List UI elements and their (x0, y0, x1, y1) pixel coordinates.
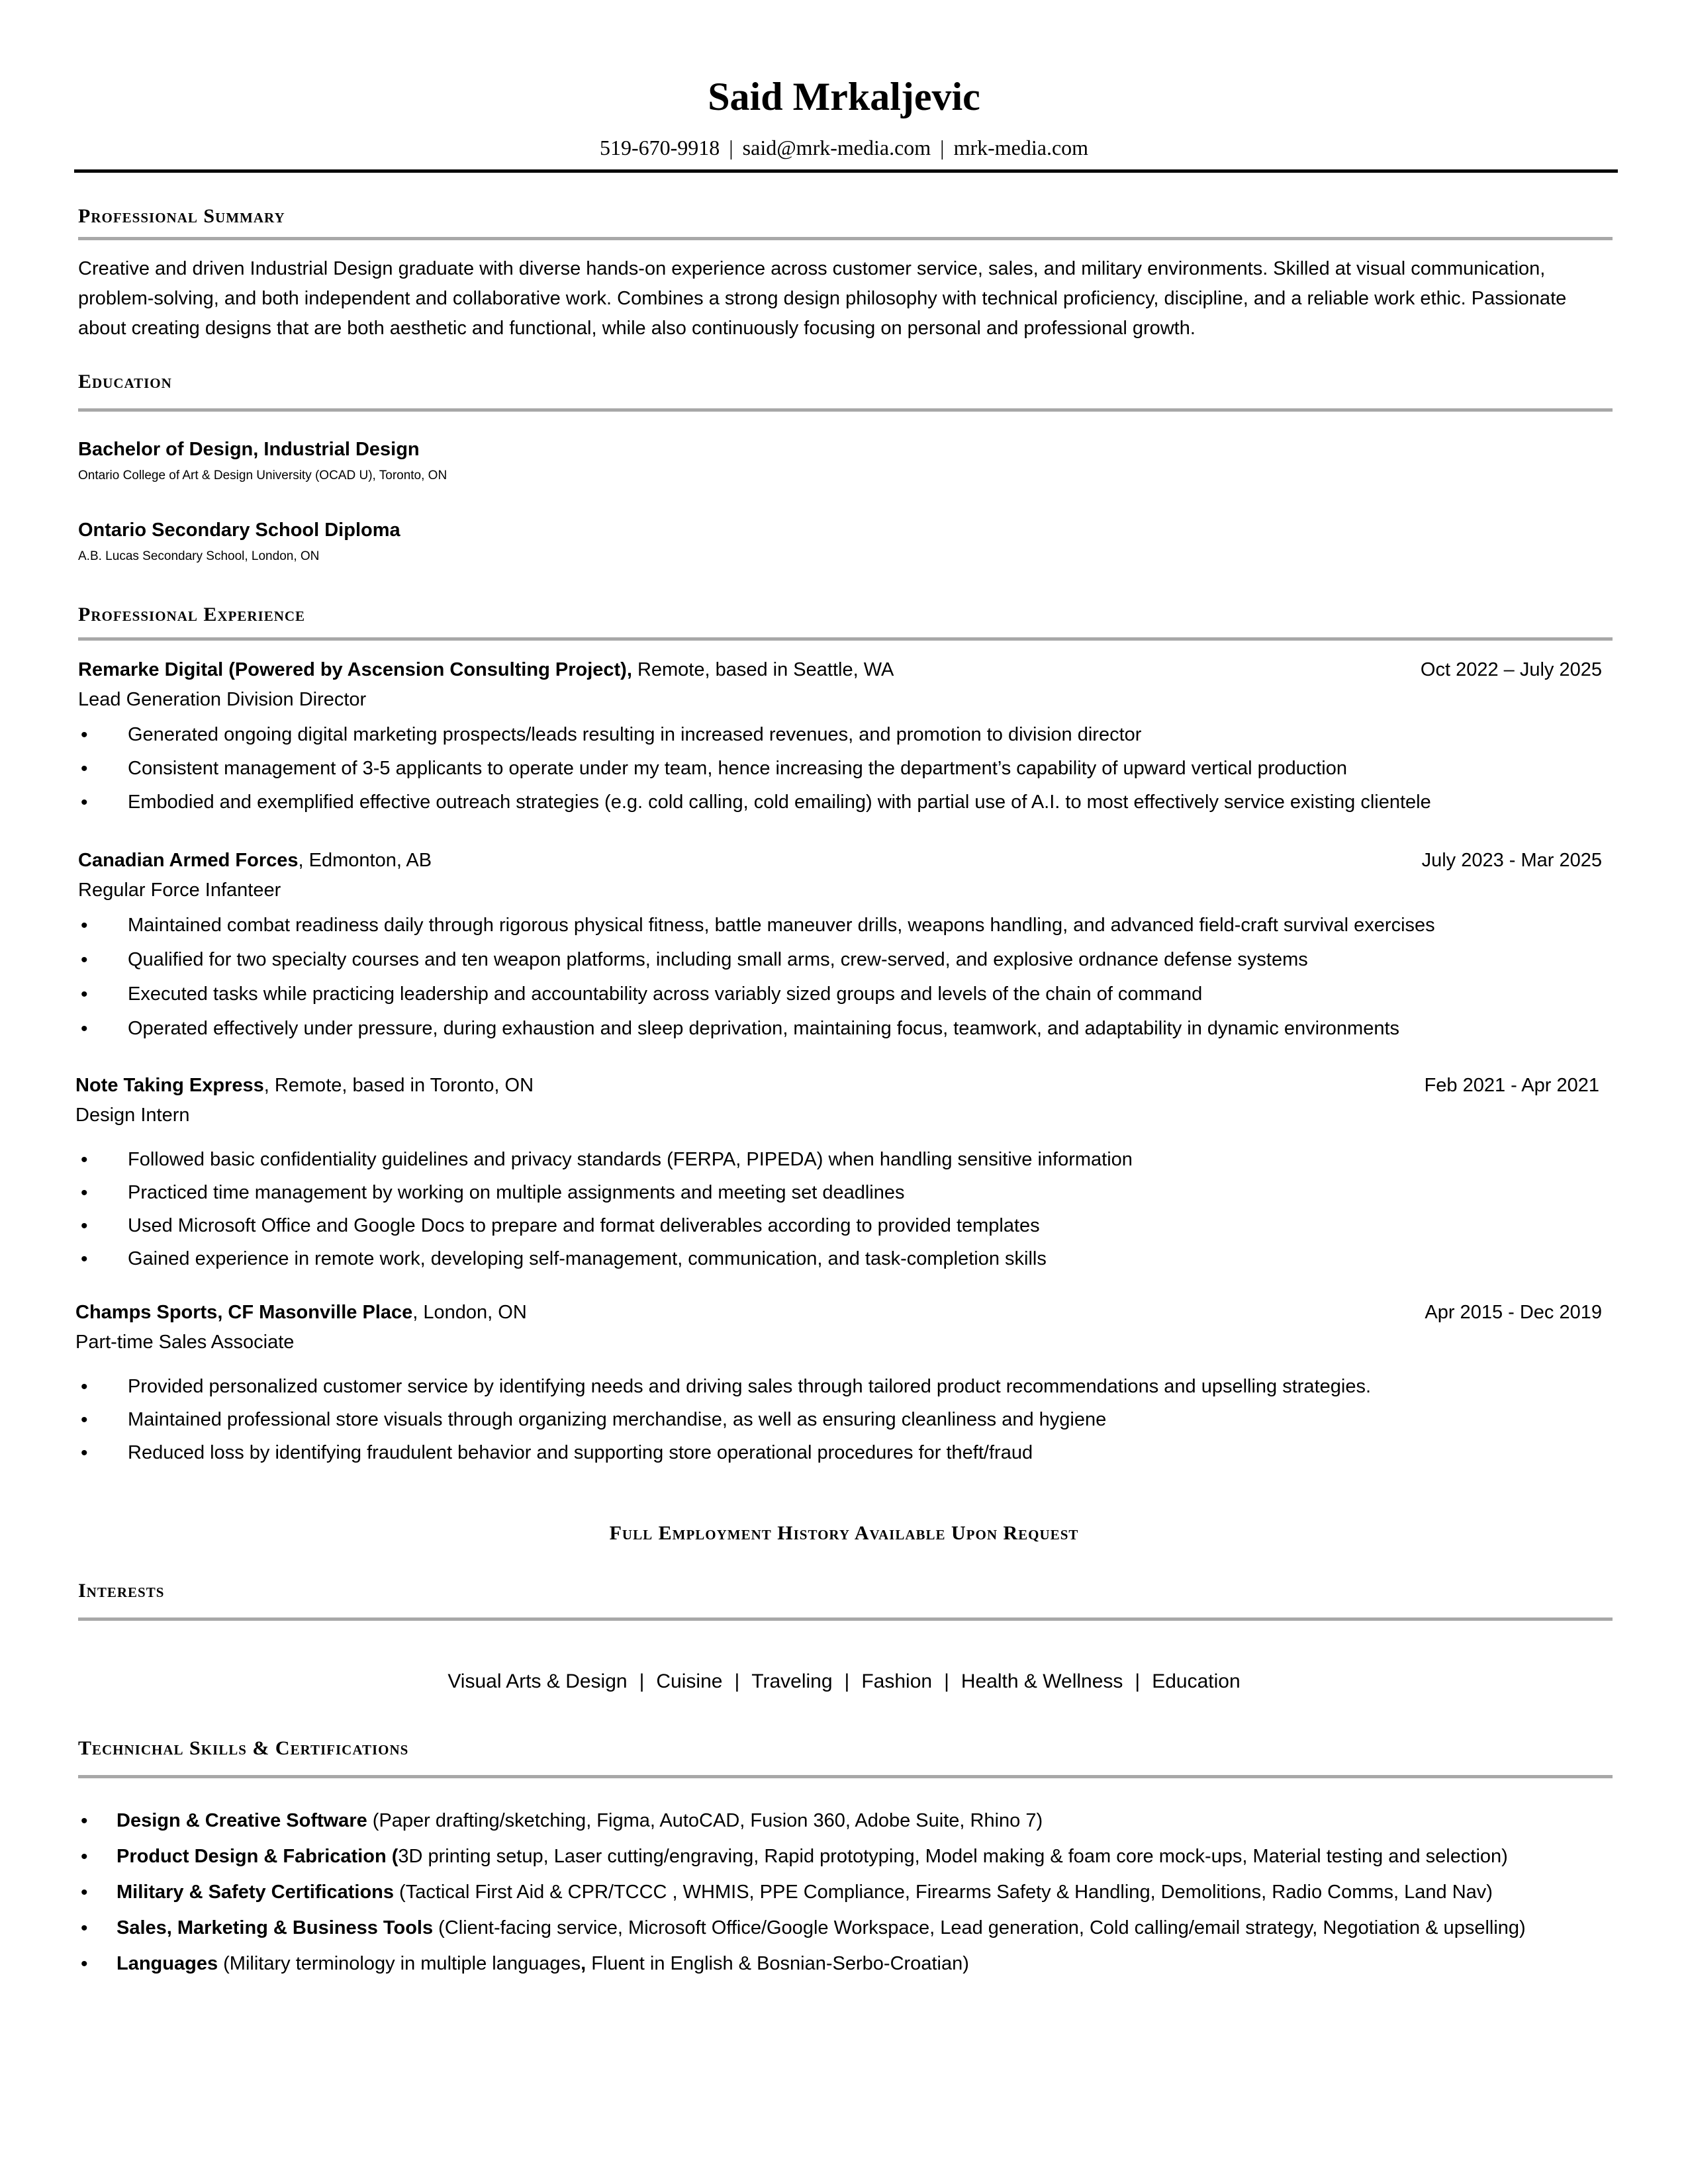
job-header (75, 1302, 1598, 1324)
bullet-glyph: • (81, 1182, 88, 1204)
list-item (78, 983, 1620, 1018)
job-location: , Edmonton, AB (298, 850, 432, 871)
list-item (78, 1846, 1620, 1882)
job-dates: Feb 2021 - Apr 2021 (1424, 1075, 1599, 1096)
bullet-glyph: • (81, 1846, 88, 1868)
list-item (78, 1215, 1620, 1248)
bullet-text: Generated ongoing digital marketing prospects/leads resulting in increased revenues, and promotion to division director (128, 724, 1142, 745)
job-role: Regular Force Infanteer (78, 880, 281, 901)
list-item (78, 1810, 1620, 1846)
bullet-glyph: • (81, 915, 88, 936)
website-link[interactable]: mrk-media.com (953, 136, 1089, 159)
section-heading-interests: Interests (78, 1580, 165, 1602)
skill-detail: (Paper drafting/sketching, Figma, AutoCAD, Fusion 360, Adobe Suite, Rhino 7) (367, 1810, 1043, 1831)
header-divider (74, 169, 1618, 173)
bullet-glyph: • (81, 1917, 88, 1939)
job-company: Remarke Digital (Powered by Ascension Consulting Project), (78, 659, 632, 680)
job-company: Champs Sports, CF Masonville Place (75, 1302, 413, 1323)
candidate-name: Said Mrkaljevic (708, 75, 980, 118)
bullet-glyph: • (81, 1882, 88, 1903)
job-header (78, 850, 1601, 872)
list-item (78, 1018, 1620, 1052)
list-item (78, 1409, 1620, 1442)
job-header (75, 1075, 1598, 1097)
job-header (78, 659, 1601, 681)
list-item (78, 1376, 1620, 1409)
job-role: Part-time Sales Associate (75, 1332, 295, 1353)
email-address[interactable]: said@mrk-media.com (742, 136, 931, 159)
bullet-glyph: • (81, 1018, 88, 1040)
bullet-glyph: • (81, 724, 88, 746)
bullet-glyph: • (81, 949, 88, 971)
bullet-glyph: • (81, 1409, 88, 1431)
list-item (78, 949, 1620, 983)
interest-item: Visual Arts & Design (447, 1670, 628, 1692)
list-item (78, 915, 1620, 949)
bullet-glyph: • (81, 983, 88, 1005)
list-item (78, 1917, 1620, 1953)
interest-separator: | (944, 1670, 949, 1692)
bullet-text: Maintained professional store visuals through organizing merchandise, as well as ensuring cleanliness and hygiene (128, 1409, 1107, 1430)
skill-detail: 3D printing setup, Laser cutting/engraving, Rapid prototyping, Model making & foam core mock-ups, Material testing and selection) (398, 1846, 1508, 1867)
bullet-text: Consistent management of 3-5 applicants to operate under my team, hence increasing the department’s capability of upward vertical production (128, 758, 1348, 779)
interest-separator: | (734, 1670, 740, 1692)
bullet-glyph: • (81, 758, 88, 780)
bullet-glyph: • (81, 1810, 88, 1832)
bullet-text: Maintained combat readiness daily through rigorous physical fitness, battle maneuver drills, weapons handling, and advanced field-craft survival exercises (128, 915, 1435, 936)
skill-label: Design & Creative Software (117, 1810, 367, 1831)
bullet-text: Qualified for two specialty courses and ten weapon platforms, including small arms, crew-served, and explosive ordnance defense systems (128, 949, 1308, 970)
bullet-text: Reduced loss by identifying fraudulent behavior and supporting store operational procedures for theft/fraud (128, 1442, 1033, 1463)
job-location: , London, ON (412, 1302, 527, 1323)
bullet-glyph: • (81, 792, 88, 813)
bullet-text: Embodied and exemplified effective outreach strategies (e.g. cold calling, cold emailing) with partial use of A.I. to most effectively service existing clientele (128, 792, 1431, 813)
section-divider (78, 1775, 1613, 1778)
skill-detail-tail: Fluent in English & Bosnian-Serbo-Croatian) (586, 1953, 969, 1974)
interest-item: Health & Wellness (961, 1670, 1123, 1692)
education-school: A.B. Lucas Secondary School, London, ON (78, 549, 320, 563)
section-divider (78, 637, 1613, 641)
list-item (78, 792, 1620, 825)
job-bullets (78, 1149, 1620, 1281)
section-heading-skills: Technichal Skills & Certifications (78, 1737, 409, 1759)
interests-list (0, 1670, 1688, 1693)
job-bullets (78, 915, 1620, 1052)
bullet-text: Followed basic confidentiality guidelines and privacy standards (FERPA, PIPEDA) when handling sensitive information (128, 1149, 1133, 1170)
interest-separator: | (1135, 1670, 1141, 1692)
skill-label: Product Design & Fabrication ( (117, 1846, 399, 1867)
job-location: Remote, based in Seattle, WA (632, 659, 894, 680)
job-bullets (78, 724, 1620, 825)
bullet-glyph: • (81, 1215, 88, 1237)
bullet-text: Operated effectively under pressure, during exhaustion and sleep deprivation, maintaining focus, teamwork, and adaptability in dynamic environments (128, 1018, 1400, 1039)
education-school: Ontario College of Art & Design University (OCAD U), Toronto, ON (78, 469, 447, 482)
job-dates: Oct 2022 – July 2025 (1420, 659, 1602, 680)
education-degree: Ontario Secondary School Diploma (78, 520, 400, 541)
skill-detail: (Tactical First Aid & CPR/TCCC , WHMIS, PPE Compliance, Firearms Safety & Handling, Demolitions, Radio Comms, Land Nav) (394, 1882, 1493, 1903)
job-company: Canadian Armed Forces (78, 850, 299, 871)
section-divider (78, 408, 1613, 412)
skills-list (78, 1810, 1620, 1989)
bullet-text: Used Microsoft Office and Google Docs to prepare and format deliverables according to provided templates (128, 1215, 1040, 1236)
job-role: Design Intern (75, 1105, 190, 1126)
education-degree: Bachelor of Design, Industrial Design (78, 439, 420, 460)
list-item (78, 1882, 1620, 1917)
contact-separator: | (729, 136, 733, 159)
bullet-glyph: • (81, 1442, 88, 1464)
interest-item: Education (1152, 1670, 1241, 1692)
job-company: Note Taking Express (75, 1075, 264, 1096)
list-item (78, 1442, 1620, 1475)
employment-history-note: Full Employment History Available Upon Request (609, 1522, 1079, 1544)
list-item (78, 1248, 1620, 1281)
phone-number: 519-670-9918 (599, 136, 720, 159)
interest-item: Fashion (861, 1670, 933, 1692)
list-item (78, 1182, 1620, 1215)
section-divider (78, 1617, 1613, 1621)
bullet-glyph: • (81, 1376, 88, 1398)
section-divider (78, 237, 1613, 240)
skill-detail: (Client-facing service, Microsoft Office/Google Workspace, Lead generation, Cold calling/email strategy, Negotiation & upselling) (433, 1917, 1526, 1938)
skill-comma: , (581, 1953, 586, 1974)
section-heading-summary: Professional Summary (78, 205, 285, 227)
contact-line (0, 136, 1688, 160)
skill-label: Sales, Marketing & Business Tools (117, 1917, 434, 1938)
interest-separator: | (844, 1670, 850, 1692)
bullet-text: Executed tasks while practicing leadership and accountability across variably sized groups and levels of the chain of command (128, 983, 1203, 1005)
bullet-text: Provided personalized customer service by identifying needs and driving sales through tailored product recommendations and upselling strategies. (128, 1376, 1372, 1397)
list-item (78, 724, 1620, 758)
section-heading-experience: Professional Experience (78, 604, 306, 625)
job-dates: Apr 2015 - Dec 2019 (1425, 1302, 1602, 1323)
list-item (78, 1953, 1620, 1989)
skill-label: Military & Safety Certifications (117, 1882, 394, 1903)
contact-separator: | (940, 136, 945, 159)
bullet-text: Practiced time management by working on multiple assignments and meeting set deadlines (128, 1182, 905, 1203)
job-dates: July 2023 - Mar 2025 (1421, 850, 1602, 871)
bullet-text: Gained experience in remote work, developing self-management, communication, and task-completion skills (128, 1248, 1047, 1269)
job-role: Lead Generation Division Director (78, 689, 367, 710)
job-bullets (78, 1376, 1620, 1475)
skill-label: Languages (117, 1953, 218, 1974)
interest-separator: | (639, 1670, 645, 1692)
interest-item: Traveling (751, 1670, 833, 1692)
interest-item: Cuisine (656, 1670, 723, 1692)
list-item (78, 758, 1620, 792)
summary-text: Creative and driven Industrial Design graduate with diverse hands-on experience across customer service, sales, and military environments. Skilled at visual communication, problem-solving, and both independent and collaborative work. Combines a strong design philosophy with technical proficiency, discipline, and a reliable work ethic. Passionate about creating designs that are both aesthetic and functional, while also continuously focusing on personal and professional growth. (78, 258, 1567, 339)
bullet-glyph: • (81, 1149, 88, 1171)
bullet-glyph: • (81, 1953, 88, 1975)
job-location: , Remote, based in Toronto, ON (263, 1075, 534, 1096)
bullet-glyph: • (81, 1248, 88, 1270)
list-item (78, 1149, 1620, 1182)
skill-detail: (Military terminology in multiple languages (218, 1953, 581, 1974)
section-heading-education: Education (78, 371, 172, 392)
